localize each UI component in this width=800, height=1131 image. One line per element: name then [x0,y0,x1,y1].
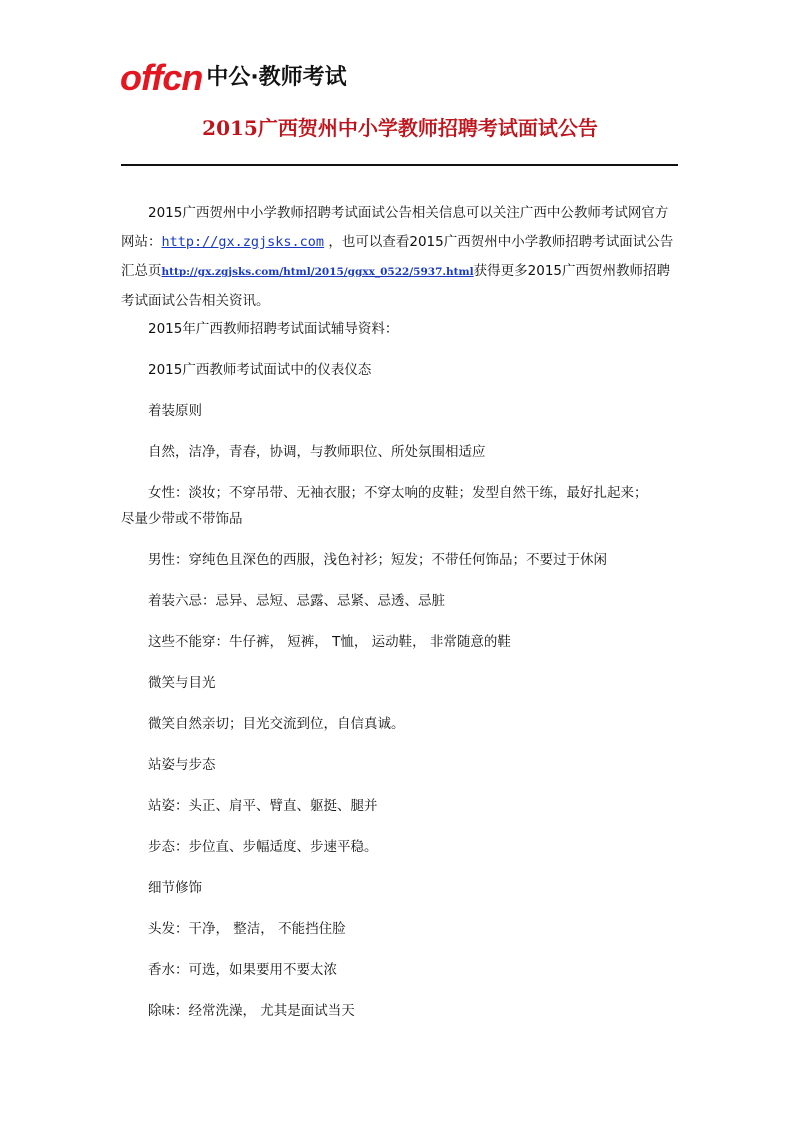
smile-gaze-heading: 微笑与目光 [148,675,216,691]
smile-gaze-text: 微笑自然亲切；目光交流到位，自信真诚。 [148,716,405,732]
intro-text-3: 获得更多2015广西贺州教师招聘考试面试公告相关资讯。 [121,263,670,309]
title-divider [121,164,678,166]
odor-text: 除味：经常洗澡， 尤其是面试当天 [148,1003,355,1019]
intro-paragraph [121,199,681,316]
male-dress-text: 男性：穿纯色且深色的西服，浅色衬衫；短发；不带任何饰品；不要过于休闲 [148,552,607,568]
intro-text-2: ，也可以查看2015广西贺州中小学教师招聘考试面试公告汇总页 [121,234,674,279]
standing-text: 站姿：头正、肩平、臂直、躯挺、腿并 [148,798,378,814]
logo-wordmark: offcn [120,57,203,98]
dress-taboos-text: 着装六忌：忌异、忌短、忌露、忌紧、忌透、忌脏 [148,593,445,609]
site-link[interactable]: http://gx.zgjsks.com [161,234,325,250]
hair-text: 头发：干净， 整洁， 不能挡住脸 [148,921,346,937]
offcn-logo [120,58,347,98]
female-dress-text-cont: 尽量少带或不带饰品 [121,511,243,527]
dress-principle-heading: 着装原则 [148,403,202,419]
page-title: 2015广西贺州中小学教师招聘考试面试公告 [202,116,598,140]
walking-text: 步态：步位直、步幅适度、步速平稳。 [148,839,378,855]
dress-principle-text: 自然，洁净，青春，协调，与教师职位、所处氛围相适应 [148,444,486,460]
section-title: 2015广西教师考试面试中的仪表仪态 [148,362,372,378]
summary-page-link[interactable]: http://gx.zgjsks.com/html/2015/ggxx_0522/5937.html [161,266,474,278]
forbidden-clothes-text: 这些不能穿：牛仔裤， 短裤， T恤， 运动鞋， 非常随意的鞋 [148,634,511,650]
logo-chinese-text: 中公·教师考试 [206,65,347,90]
grooming-heading: 细节修饰 [148,880,202,896]
materials-heading: 2015年广西教师招聘考试面试辅导资料： [148,321,399,337]
perfume-text: 香水：可选，如果要用不要太浓 [148,962,337,978]
posture-heading: 站姿与步态 [148,757,216,773]
intro-text-1: 2015广西贺州中小学教师招聘考试面试公告相关信息可以关注广西中公教师考试网官方网站： [121,205,669,250]
female-dress-text: 女性：淡妆；不穿吊带、无袖衣服；不穿太响的皮鞋；发型自然干练，最好扎起来； [148,485,648,501]
